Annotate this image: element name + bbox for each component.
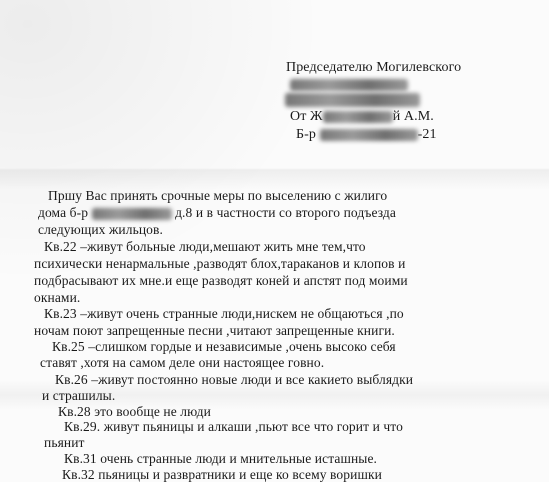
kv29-line-1: Кв.29. живут пьяницы и алкаши ,пьют все что горит и что xyxy=(64,419,403,434)
address-suffix: -21 xyxy=(417,127,437,142)
kv22-line-1: Кв.22 –живут больные люди,мешают жить мне тем,что xyxy=(44,239,366,254)
kv23-line-2: ночам поют запрещенные песни ,читают запрещенные книги. xyxy=(34,323,395,338)
kv29-line-2: пьянит xyxy=(44,435,85,450)
kv32-line-1: Кв.32 пьяницы и развратники и еще ко всему воришки xyxy=(62,467,382,482)
kv31-line-1: Кв.31 очень странные люди и мнительные исташные. xyxy=(64,451,378,466)
kv22-line-4: окнами. xyxy=(34,290,81,305)
sender-address-line xyxy=(296,127,437,143)
redacted-block xyxy=(323,111,393,123)
addressee-redacted-line-2 xyxy=(285,92,420,108)
sender-prefix: От Ж xyxy=(290,109,323,124)
kv23-line-1: Кв.23 –живут очень странные люди,нискем не общаються ,по xyxy=(44,306,404,321)
sender-line xyxy=(290,109,434,125)
kv26-line-1: Кв.26 –живут постоянно новые люди и все какието выблядки xyxy=(55,372,414,387)
redacted-block xyxy=(285,93,420,107)
addressee-text: Председателю Могилевского xyxy=(286,60,462,75)
redacted-block xyxy=(320,129,418,141)
kv26-line-2: и страшилы. xyxy=(42,388,116,403)
intro-line-2: дома б-р д.8 и в частности со второго подъезда xyxy=(38,205,396,220)
kv22-line-3: подбрасывают их мне.и еще разводят коней и апстят под моими xyxy=(34,273,408,288)
addressee-redacted-line-1 xyxy=(290,77,408,93)
kv28-line-1: Кв.28 это вообще не люди xyxy=(58,404,211,419)
redacted-block xyxy=(290,79,408,91)
redacted-block xyxy=(92,208,172,220)
addressee-line xyxy=(286,60,461,76)
intro-line-1: Пршу Вас принять срочные меры по выселению с жилиго xyxy=(48,188,388,203)
intro-line-3: следующих жильцов. xyxy=(38,222,163,237)
sender-suffix: й А.М. xyxy=(392,109,434,124)
kv22-line-2: психически ненармальные ,разводят блох,тараканов и клопов и xyxy=(34,256,406,271)
address-prefix: Б-р xyxy=(296,127,317,142)
kv25-line-1: Кв.25 –слишком гордые и независимые ,очень высоко себя xyxy=(52,339,396,354)
kv25-line-2: ставят ,хотя на самом деле они настоящее говно. xyxy=(40,355,325,370)
